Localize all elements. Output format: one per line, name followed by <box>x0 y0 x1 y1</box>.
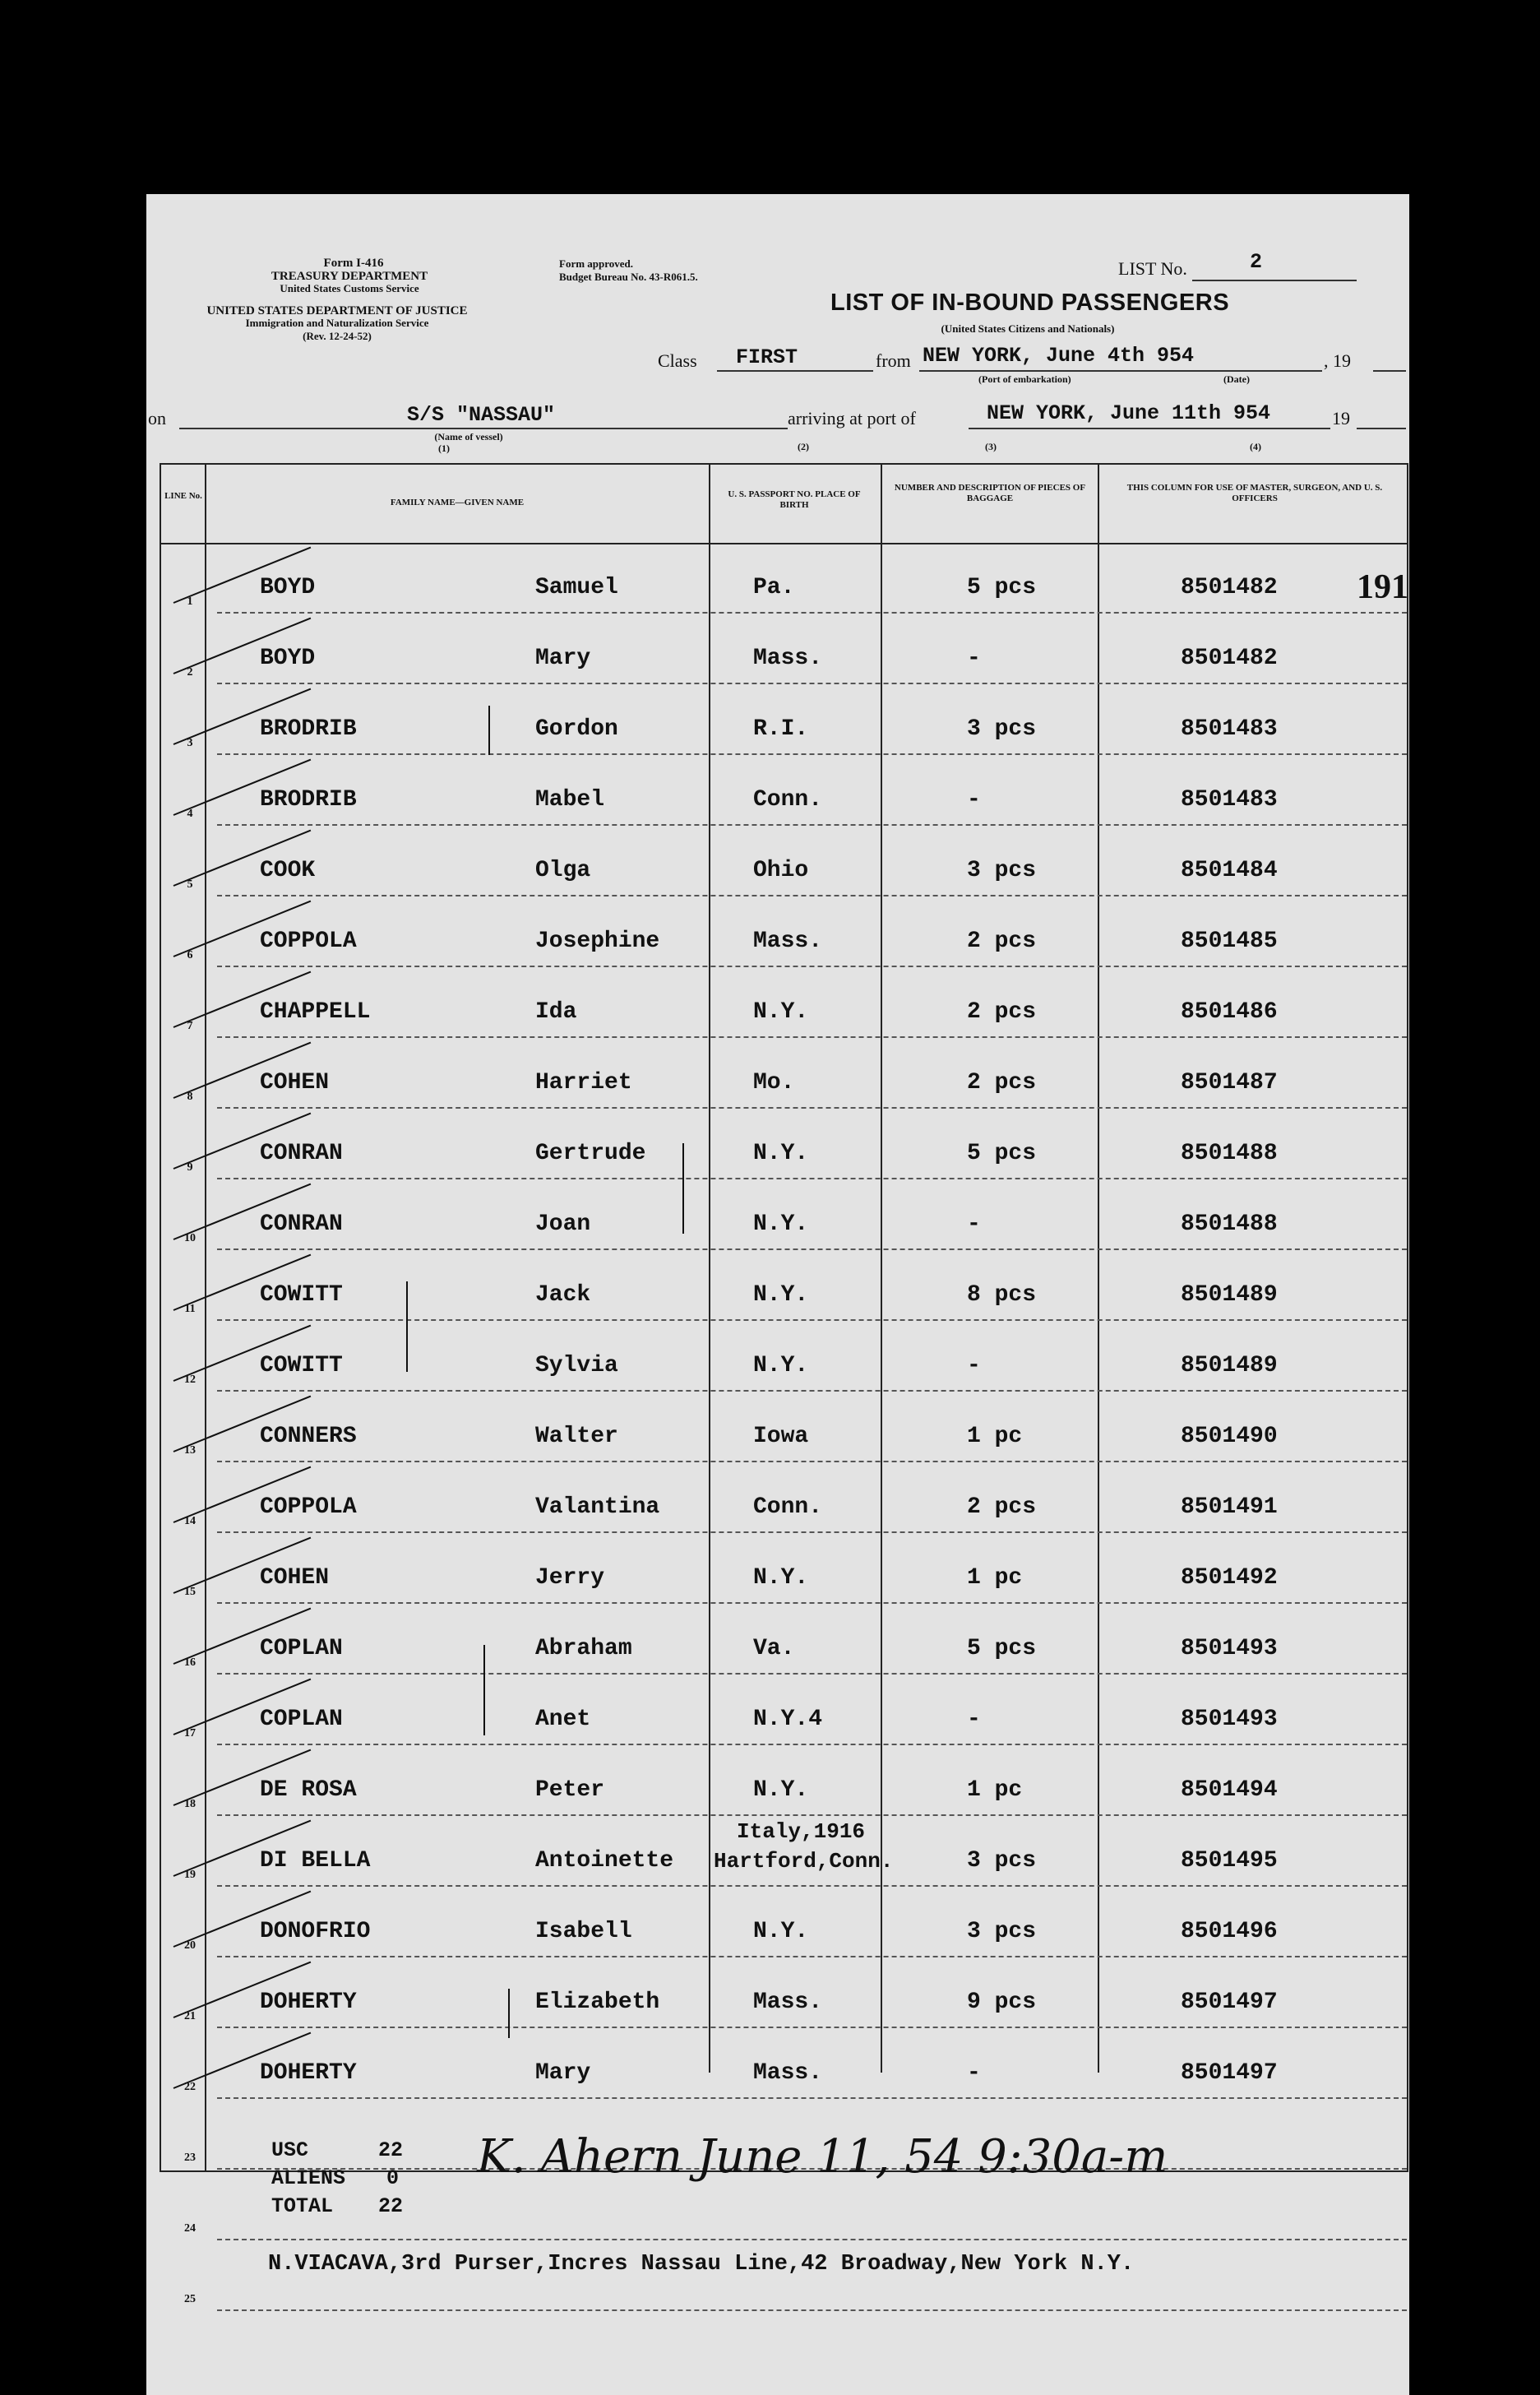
list-no-label: LIST No. <box>1118 258 1187 279</box>
cell-baggage: - <box>967 1707 981 1732</box>
treasury-dept: TREASURY DEPARTMENT <box>271 270 428 283</box>
customs-service: United States Customs Service <box>280 282 419 294</box>
cell-baggage: 5 pcs <box>967 575 1037 600</box>
table-row <box>161 1675 1407 1745</box>
col-header-line-no: LINE No. <box>164 491 202 501</box>
table-row <box>161 1462 1407 1533</box>
from-value: NEW YORK, June 4th 954 <box>923 344 1195 368</box>
cell-family: COHEN <box>260 1070 330 1096</box>
cell-family: COOK <box>260 858 316 883</box>
cell-birth: Mo. <box>753 1070 795 1096</box>
line-number: 16 <box>184 1656 196 1669</box>
cell-birth: Conn. <box>753 1494 823 1520</box>
cell-birth: Ohio <box>753 858 809 883</box>
binder-hole <box>90 1549 132 1590</box>
justice-dept: UNITED STATES DEPARTMENT OF JUSTICE <box>206 304 468 317</box>
cell-baggage: 8 pcs <box>967 1282 1037 1308</box>
cell-birth: Mass. <box>753 929 823 954</box>
cell-officer: 8501497 <box>1181 2060 1278 2086</box>
line-number: 22 <box>184 2081 196 2093</box>
cell-birth: N.Y. <box>753 1919 809 1944</box>
cell-baggage: 3 pcs <box>967 858 1037 883</box>
line-number: 9 <box>187 1161 193 1174</box>
cell-officer: 8501484 <box>1181 858 1278 883</box>
cell-given: Isabell <box>535 1919 632 1944</box>
binder-hole <box>90 364 132 405</box>
list-no-value: 2 <box>1250 250 1263 274</box>
binder-hole <box>90 887 132 928</box>
cell-family: DONOFRIO <box>260 1919 371 1944</box>
cell-given: Josephine <box>535 929 660 954</box>
cell-family: CONNERS <box>260 1424 357 1449</box>
cell-family: BOYD <box>260 646 316 671</box>
col-header-name: FAMILY NAME—GIVEN NAME <box>390 498 525 507</box>
col-header-officers: THIS COLUMN FOR USE OF MASTER, SURGEON, AND U. S. OFFICERS <box>1126 483 1383 503</box>
line-number: 3 <box>187 737 193 749</box>
cell-given: Jerry <box>535 1565 605 1591</box>
line-number: 1 <box>187 595 193 608</box>
cell-given: Olga <box>535 858 591 883</box>
cell-birth: N.Y.4 <box>753 1707 823 1732</box>
binder-hole <box>90 2068 132 2110</box>
line-number: 6 <box>187 949 193 961</box>
binder-hole <box>90 1672 132 1713</box>
cell-given: Gordon <box>535 716 618 742</box>
cell-given: Peter <box>535 1777 605 1803</box>
cell-birth: N.Y. <box>753 1141 809 1166</box>
cell-given: Ida <box>535 999 577 1025</box>
table-row <box>161 1816 1407 1887</box>
cell-family: DOHERTY <box>260 2060 357 2086</box>
cell-officer: 8501493 <box>1181 1707 1278 1732</box>
table-row <box>161 614 1407 684</box>
cell-baggage: 1 pc <box>967 1777 1023 1803</box>
line-number: 25 <box>184 2293 196 2305</box>
cell-officer: 8501495 <box>1181 1848 1278 1874</box>
cell-birth-extra: Italy,1916 <box>737 1819 866 1844</box>
cell-birth: Va. <box>753 1636 795 1661</box>
class-label: Class <box>658 350 697 371</box>
table-row <box>161 543 1407 614</box>
total-label: TOTAL <box>271 2194 334 2218</box>
line-number: 13 <box>184 1444 196 1457</box>
year-suffix: , 19 <box>1324 350 1351 371</box>
cell-birth: Hartford,Conn. <box>714 1849 894 1874</box>
cell-baggage: 2 pcs <box>967 999 1037 1025</box>
date-caption: (Date) <box>1223 373 1250 385</box>
cell-given: Mabel <box>535 787 605 813</box>
binder-hole <box>90 2194 132 2235</box>
cell-baggage: 3 pcs <box>967 1919 1037 1944</box>
line-number: 15 <box>184 1586 196 1598</box>
cell-given: Sylvia <box>535 1353 618 1378</box>
cell-baggage: 2 pcs <box>967 1070 1037 1096</box>
cell-birth: N.Y. <box>753 1777 809 1803</box>
cell-given: Mary <box>535 2060 591 2086</box>
on-label: on <box>148 408 166 429</box>
table-row <box>161 1179 1407 1250</box>
from-label: from <box>876 350 911 371</box>
table-row <box>161 1745 1407 1816</box>
cell-officer: 8501483 <box>1181 716 1278 742</box>
line-number: 10 <box>184 1232 196 1244</box>
table-row <box>161 1604 1407 1675</box>
cell-family: COPPOLA <box>260 1494 357 1520</box>
cell-family: COHEN <box>260 1565 330 1591</box>
cell-officer: 8501482 <box>1181 575 1278 600</box>
cell-birth: N.Y. <box>753 1565 809 1591</box>
line-number: 8 <box>187 1091 193 1103</box>
cell-officer: 8501488 <box>1181 1141 1278 1166</box>
arriving-value: NEW YORK, June 11th 954 <box>987 401 1271 425</box>
table-row <box>161 1109 1407 1179</box>
table-row <box>161 1038 1407 1109</box>
cell-given: Jack <box>535 1282 591 1308</box>
form-approved: Form approved. <box>559 257 634 270</box>
year-suffix-2: 19 <box>1332 408 1350 429</box>
page-title: LIST OF IN-BOUND PASSENGERS <box>830 290 1230 316</box>
col-caption-3: (3) <box>985 441 997 452</box>
line-number: 21 <box>184 2010 196 2022</box>
table-row <box>161 1392 1407 1462</box>
line-number: 14 <box>184 1515 196 1527</box>
cell-given: Mary <box>535 646 591 671</box>
cell-birth: Conn. <box>753 787 823 813</box>
cell-given: Harriet <box>535 1070 632 1096</box>
cell-family: DE ROSA <box>260 1777 357 1803</box>
cell-given: Samuel <box>535 575 618 600</box>
cell-baggage: 2 pcs <box>967 1494 1037 1520</box>
cell-birth: N.Y. <box>753 999 809 1025</box>
cell-family: DI BELLA <box>260 1848 371 1874</box>
cell-officer: 8501492 <box>1181 1565 1278 1591</box>
inspector-signature: K. Ahern June 11, 54 9:30a-m <box>477 2130 1168 2184</box>
cell-birth: Mass. <box>753 646 823 671</box>
usc-value: 22 <box>378 2138 404 2162</box>
line-number: 23 <box>184 2152 196 2164</box>
line-number: 7 <box>187 1020 193 1032</box>
cell-baggage: 1 pc <box>967 1565 1023 1591</box>
line-number: 4 <box>187 808 193 820</box>
line-number: 24 <box>184 2222 196 2235</box>
usc-label: USC <box>271 2138 309 2162</box>
budget-bureau: Budget Bureau No. 43-R061.5. <box>559 271 698 283</box>
col-caption-2: (2) <box>798 441 809 452</box>
cell-officer: 8501494 <box>1181 1777 1278 1803</box>
cell-birth: Pa. <box>753 575 795 600</box>
cell-birth: Mass. <box>753 1990 823 2015</box>
cell-family: BRODRIB <box>260 716 357 742</box>
binder-hole <box>90 763 132 804</box>
cell-family: COPLAN <box>260 1707 343 1732</box>
cell-officer: 8501483 <box>1181 787 1278 813</box>
port-embarkation-caption: (Port of embarkation) <box>978 373 1071 385</box>
vessel-caption: (Name of vessel) <box>434 431 503 442</box>
cell-birth: N.Y. <box>753 1211 809 1237</box>
cell-birth: Iowa <box>753 1424 809 1449</box>
cell-given: Walter <box>535 1424 618 1449</box>
table-row <box>161 755 1407 826</box>
class-value: FIRST <box>736 345 798 369</box>
table-row <box>161 684 1407 755</box>
form-number: Form I-416 <box>323 257 384 270</box>
table-row <box>161 1533 1407 1604</box>
cell-birth: N.Y. <box>753 1353 809 1378</box>
table-row <box>161 826 1407 896</box>
cell-family: CONRAN <box>260 1141 343 1166</box>
cell-given: Valantina <box>535 1494 660 1520</box>
line-number: 18 <box>184 1798 196 1810</box>
cell-officer: 8501489 <box>1181 1353 1278 1378</box>
page-subtitle: (United States Citizens and Nationals) <box>941 322 1115 335</box>
purser-line: N.VIACAVA,3rd Purser,Incres Nassau Line,42 Broadway,New York N.Y. <box>268 2252 1135 2277</box>
cell-family: DOHERTY <box>260 1990 357 2015</box>
table-row <box>161 1321 1407 1392</box>
cell-officer: 8501485 <box>1181 929 1278 954</box>
cell-officer: 8501497 <box>1181 1990 1278 2015</box>
cell-family: COWITT <box>260 1282 343 1308</box>
cell-officer: 8501488 <box>1181 1211 1278 1237</box>
cell-birth: N.Y. <box>753 1282 809 1308</box>
line-number: 5 <box>187 878 193 891</box>
col-header-baggage: NUMBER AND DESCRIPTION OF PIECES OF BAGGAGE <box>894 483 1086 503</box>
cell-officer: 8501491 <box>1181 1494 1278 1520</box>
cell-officer: 8501490 <box>1181 1424 1278 1449</box>
vessel-name: S/S "NASSAU" <box>407 403 556 427</box>
col-caption-4: (4) <box>1250 441 1261 452</box>
cell-family: COWITT <box>260 1353 343 1378</box>
cell-baggage: - <box>967 646 981 671</box>
cell-family: COPPOLA <box>260 929 357 954</box>
cell-baggage: - <box>967 2060 981 2086</box>
cell-given: Abraham <box>535 1636 632 1661</box>
cell-baggage: 3 pcs <box>967 1848 1037 1874</box>
cell-baggage: 1 pc <box>967 1424 1023 1449</box>
table-row <box>161 896 1407 967</box>
line-number: 17 <box>184 1727 196 1740</box>
cell-birth: Mass. <box>753 2060 823 2086</box>
cell-officer: 8501496 <box>1181 1919 1278 1944</box>
cell-birth: R.I. <box>753 716 809 742</box>
cell-baggage: 9 pcs <box>967 1990 1037 2015</box>
cell-baggage: 5 pcs <box>967 1141 1037 1166</box>
line-number: 20 <box>184 1939 196 1952</box>
line-number: 11 <box>184 1303 196 1315</box>
line-number: 12 <box>184 1374 196 1386</box>
table-row <box>161 1887 1407 1957</box>
cell-baggage: - <box>967 787 981 813</box>
aliens-value: 0 <box>386 2166 400 2190</box>
table-row <box>161 1250 1407 1321</box>
cell-officer: 8501489 <box>1181 1282 1278 1308</box>
cell-baggage: 5 pcs <box>967 1636 1037 1661</box>
stamp-number: 191 <box>1357 568 1408 606</box>
ins-service: Immigration and Naturalization Service <box>245 317 429 329</box>
cell-given: Anet <box>535 1707 591 1732</box>
cell-family: BOYD <box>260 575 316 600</box>
cell-officer: 8501486 <box>1181 999 1278 1025</box>
cell-baggage: - <box>967 1353 981 1378</box>
cell-baggage: 3 pcs <box>967 716 1037 742</box>
total-value: 22 <box>378 2194 404 2218</box>
cell-baggage: - <box>967 1211 981 1237</box>
cell-officer: 8501482 <box>1181 646 1278 671</box>
cell-family: CHAPPELL <box>260 999 371 1025</box>
vessel-caption-num: (1) <box>438 442 450 454</box>
table-row <box>161 967 1407 1038</box>
cell-given: Elizabeth <box>535 1990 660 2015</box>
cell-given: Joan <box>535 1211 591 1237</box>
table-row <box>161 2028 1407 2099</box>
cell-officer: 8501493 <box>1181 1636 1278 1661</box>
aliens-label: ALIENS <box>271 2166 346 2190</box>
cell-officer: 8501487 <box>1181 1070 1278 1096</box>
binder-hole <box>90 241 132 282</box>
revision-date: (Rev. 12-24-52) <box>303 330 372 342</box>
cell-given: Gertrude <box>535 1141 646 1166</box>
arriving-label: arriving at port of <box>788 408 916 429</box>
line-number: 19 <box>184 1869 196 1881</box>
cell-family: CONRAN <box>260 1211 343 1237</box>
line-number: 2 <box>187 666 193 679</box>
col-header-passport: U. S. PASSPORT NO. PLACE OF BIRTH <box>728 489 861 510</box>
table-row <box>161 1957 1407 2028</box>
cell-baggage: 2 pcs <box>967 929 1037 954</box>
cell-family: COPLAN <box>260 1636 343 1661</box>
cell-family: BRODRIB <box>260 787 357 813</box>
cell-given: Antoinette <box>535 1848 674 1874</box>
